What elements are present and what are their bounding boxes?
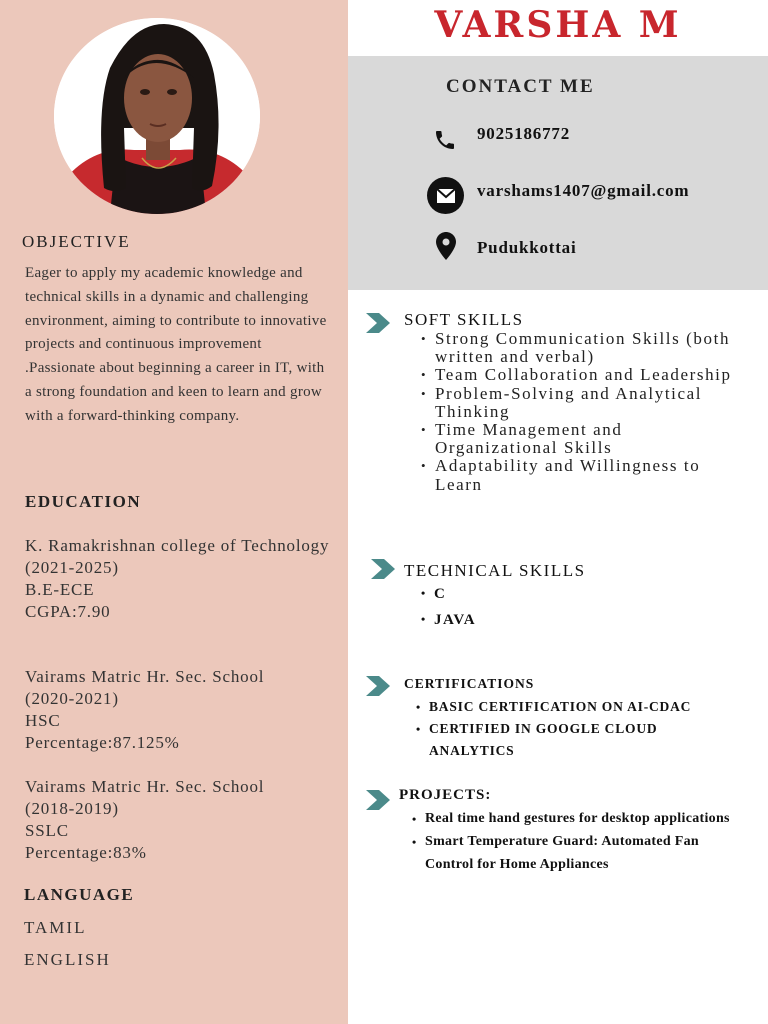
list-item: • JAVA <box>421 612 476 638</box>
chevron-arrow-icon <box>366 313 390 333</box>
projects-heading: PROJECTS: <box>399 787 492 803</box>
objective-heading: OBJECTIVE <box>22 232 131 251</box>
soft-skills-list <box>421 330 751 494</box>
projects-list <box>412 808 732 876</box>
language-item: ENGLISH <box>24 950 111 969</box>
contact-heading: CONTACT ME <box>446 76 595 97</box>
education-institution: Vairams Matric Hr. Sec. School <box>25 777 265 796</box>
contact-email[interactable]: varshams1407@gmail.com <box>477 181 690 200</box>
list-item: • C <box>421 586 476 612</box>
education-degree: B.E-ECE <box>25 580 95 599</box>
list-item: • Problem-Solving and Analytical Thinking <box>421 385 751 421</box>
list-item: • Smart Temperature Guard: Automated Fan Control for Home Appliances <box>412 831 732 877</box>
education-entry-1 <box>25 535 329 623</box>
education-years: (2021-2025) <box>25 558 119 577</box>
contact-location: Pudukkottai <box>477 238 577 257</box>
candidate-name: VARSHA M <box>434 4 682 46</box>
list-item: • BASIC CERTIFICATION ON AI-CDAC <box>416 696 746 718</box>
soft-skills-heading: SOFT SKILLS <box>404 310 524 329</box>
phone-icon <box>432 126 458 154</box>
education-years: (2018-2019) <box>25 799 119 818</box>
chevron-arrow-icon <box>371 559 395 579</box>
profile-photo-image <box>54 18 260 214</box>
list-item: • Strong Communication Skills (both written and verbal) <box>421 330 751 366</box>
list-item: • Adaptability and Willingness to Learn <box>421 457 751 493</box>
education-degree: SSLC <box>25 821 69 840</box>
education-score: Percentage:83% <box>25 843 147 862</box>
contact-panel <box>348 56 768 290</box>
list-item: • Time Management and Organizational Skills <box>421 421 751 457</box>
chevron-arrow-icon <box>366 790 390 810</box>
language-item: TAMIL <box>24 918 87 937</box>
objective-text: Eager to apply my academic knowledge and technical skills in a dynamic and challenging environment, aiming to contribute to innovative projects and continuous improvement .Passionate about beginning a career in IT, with a strong foundation and keen to learn and grow with a forward-thinking company. <box>25 265 327 424</box>
contact-phone: 9025186772 <box>477 124 570 143</box>
education-score: Percentage:87.125% <box>25 733 180 752</box>
education-institution: K. Ramakrishnan college of Technology <box>25 536 330 555</box>
location-pin-icon <box>435 231 457 261</box>
chevron-arrow-icon <box>366 676 390 696</box>
language-heading: LANGUAGE <box>24 885 135 904</box>
email-icon <box>427 177 464 214</box>
certifications-list <box>416 696 746 762</box>
technical-skills-heading: TECHNICAL SKILLS <box>404 561 586 580</box>
profile-photo <box>54 18 260 214</box>
education-degree: HSC <box>25 711 61 730</box>
education-heading: EDUCATION <box>25 492 142 511</box>
list-item: • Real time hand gestures for desktop applications <box>412 808 732 831</box>
certifications-heading: CERTIFICATIONS <box>404 676 535 691</box>
list-item: • CERTIFIED IN GOOGLE CLOUD ANALYTICS <box>416 718 746 762</box>
left-panel <box>0 0 348 1024</box>
education-entry-2 <box>25 666 264 754</box>
list-item: • Team Collaboration and Leadership <box>421 366 751 384</box>
technical-skills-list <box>421 586 476 638</box>
education-years: (2020-2021) <box>25 689 119 708</box>
education-institution: Vairams Matric Hr. Sec. School <box>25 667 265 686</box>
education-score: CGPA:7.90 <box>25 602 111 621</box>
education-entry-3 <box>25 776 264 864</box>
